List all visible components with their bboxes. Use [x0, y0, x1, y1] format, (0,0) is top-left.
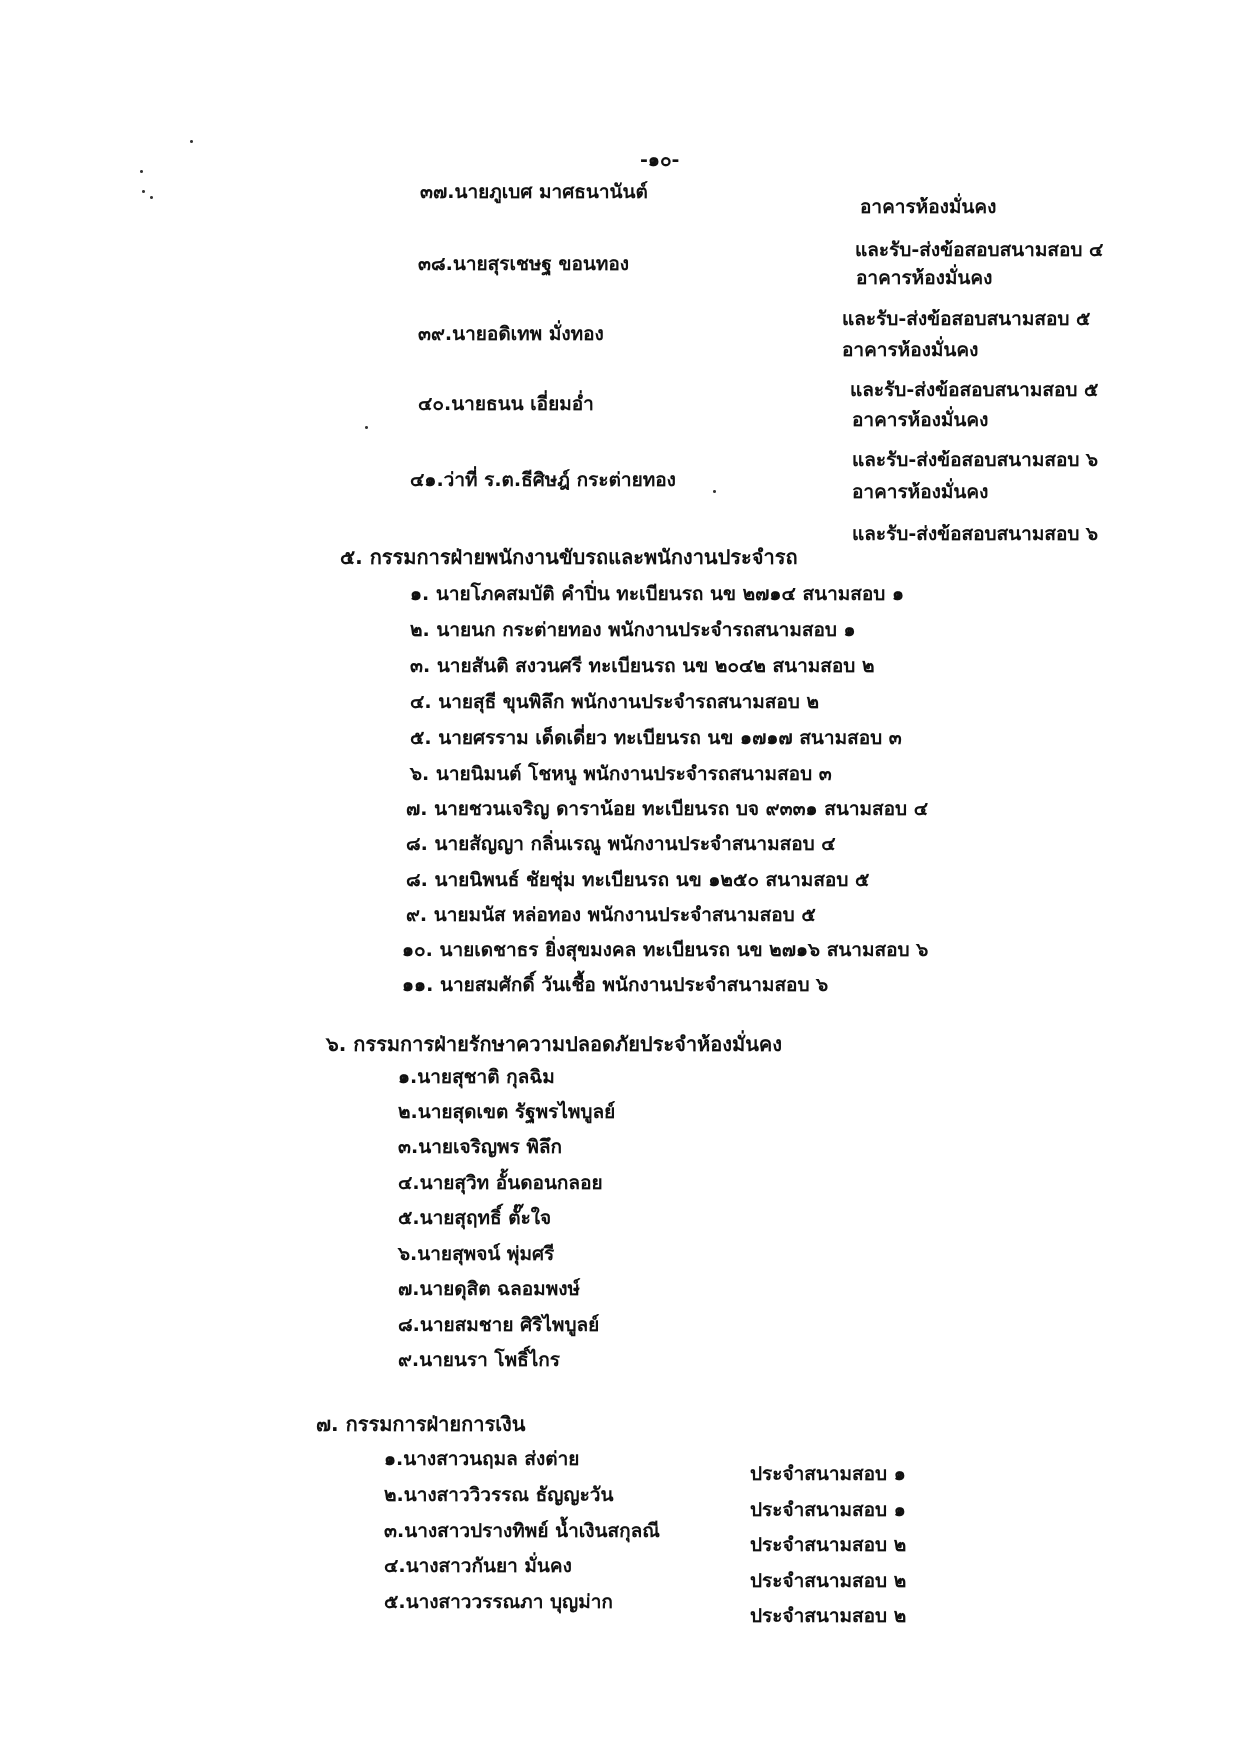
- scan-speck: [190, 140, 193, 143]
- list-item: ๙. นายมนัส หล่อทอง พนักงานประจำสนามสอบ ๕: [406, 904, 816, 926]
- scan-speck: [150, 196, 153, 199]
- list-item-name: ๑.นางสาวนฤมล ส่งต่าย: [384, 1448, 580, 1470]
- list-item-duty: และรับ-ส่งข้อสอบสนามสอบ ๔: [855, 239, 1104, 261]
- list-item-duty: อาคารห้องมั่นคง: [852, 481, 989, 503]
- section-heading: ๖. กรรมการฝ่ายรักษาความปลอดภัยประจำห้องมั่นคง: [326, 1032, 783, 1056]
- list-item: ๖. นายนิมนต์ โชหนู พนักงานประจำรถสนามสอบ ๓: [410, 763, 832, 785]
- list-item-name: ๔๐.นายธนน เอี่ยมอ่ำ: [418, 393, 594, 415]
- list-item: ๒. นายนก กระต่ายทอง พนักงานประจำรถสนามสอบ ๑: [410, 619, 856, 641]
- list-item: ๓.นายเจริญพร พิลึก: [398, 1136, 563, 1158]
- list-item: ๑.นายสุชาติ กุลฉิม: [398, 1066, 555, 1088]
- list-item: ๑๐. นายเดชาธร ยิ่งสุขมงคล ทะเบียนรถ นข ๒๗๑๖ สนามสอบ ๖: [402, 939, 929, 961]
- list-item-duty: ประจำสนามสอบ ๑: [750, 1499, 906, 1521]
- list-item: ๗.นายดุสิต ฉลอมพงษ์: [398, 1278, 581, 1300]
- list-item-duty: ประจำสนามสอบ ๒: [750, 1534, 907, 1556]
- scan-speck: [140, 170, 143, 173]
- page-number: -๑๐-: [640, 149, 680, 171]
- list-item: ๑. นายโภคสมบัติ คำปิ่น ทะเบียนรถ นข ๒๗๑๔ สนามสอบ ๑: [410, 583, 905, 605]
- list-item-duty: และรับ-ส่งข้อสอบสนามสอบ ๖: [852, 449, 1099, 471]
- list-item-duty: ประจำสนามสอบ ๑: [750, 1463, 906, 1485]
- scan-speck: [365, 426, 368, 429]
- list-item: ๙.นายนรา โพธิ์ไกร: [398, 1349, 560, 1371]
- list-item-duty: อาคารห้องมั่นคง: [860, 196, 997, 218]
- list-item-duty: อาคารห้องมั่นคง: [842, 339, 979, 361]
- list-item-duty: อาคารห้องมั่นคง: [852, 409, 989, 431]
- section-heading: ๕. กรรมการฝ่ายพนักงานขับรถและพนักงานประจำรถ: [340, 545, 798, 569]
- list-item-name: ๓๙.นายอดิเทพ มั่งทอง: [418, 323, 604, 345]
- list-item: ๖.นายสุพจน์ พุ่มศรี: [398, 1243, 555, 1265]
- list-item: ๓. นายสันติ สงวนศรี ทะเบียนรถ นข ๒๐๔๒ สนามสอบ ๒: [410, 655, 875, 677]
- list-item: ๔.นายสุวิท อั้นดอนกลอย: [398, 1172, 603, 1194]
- list-item-name: ๓.นางสาวปรางทิพย์ น้ำเงินสกุลณี: [384, 1520, 660, 1542]
- list-item: ๑๑. นายสมศักดิ์ วันเชื้อ พนักงานประจำสนามสอบ ๖: [402, 974, 829, 996]
- list-item: ๗. นายชวนเจริญ ดาราน้อย ทะเบียนรถ บจ ๙๓๓๑ สนามสอบ ๔: [406, 798, 929, 820]
- list-item-duty: อาคารห้องมั่นคง: [856, 267, 993, 289]
- list-item: ๕.นายสุฤทธิ์ ตั๊ะใจ: [398, 1207, 552, 1229]
- list-item: ๔. นายสุธี ขุนพิลึก พนักงานประจำรถสนามสอบ ๒: [410, 691, 819, 713]
- list-item-duty: ประจำสนามสอบ ๒: [750, 1605, 907, 1627]
- list-item-duty: และรับ-ส่งข้อสอบสนามสอบ ๕: [842, 308, 1091, 330]
- list-item: ๘. นายนิพนธ์ ชัยชุ่ม ทะเบียนรถ นข ๑๒๕๐ สนามสอบ ๕: [406, 869, 870, 891]
- list-item: ๕. นายศรราม เด็ดเดี่ยว ทะเบียนรถ นข ๑๗๑๗ สนามสอบ ๓: [410, 727, 902, 749]
- list-item-duty: และรับ-ส่งข้อสอบสนามสอบ ๕: [850, 379, 1099, 401]
- list-item-name: ๔.นางสาวกันยา มั่นคง: [384, 1555, 572, 1577]
- list-item-name: ๒.นางสาววิวรรณ ธัญญะวัน: [384, 1484, 614, 1506]
- list-item-name: ๔๑.ว่าที่ ร.ต.ธีศิษฎ์ กระต่ายทอง: [410, 469, 676, 491]
- section-heading: ๗. กรรมการฝ่ายการเงิน: [316, 1412, 526, 1436]
- list-item-name: ๓๘.นายสุรเชษฐ ขอนทอง: [418, 253, 630, 275]
- list-item-duty: และรับ-ส่งข้อสอบสนามสอบ ๖: [852, 523, 1099, 545]
- list-item-name: ๓๗.นายภูเบศ มาศธนานันต์: [420, 181, 648, 203]
- list-item-duty: ประจำสนามสอบ ๒: [750, 1570, 907, 1592]
- list-item: ๒.นายสุดเขต รัฐพรไพบูลย์: [398, 1101, 616, 1123]
- list-item: ๘.นายสมชาย ศิริไพบูลย์: [398, 1314, 600, 1336]
- list-item-name: ๕.นางสาววรรณภา บุญม่าก: [384, 1591, 613, 1613]
- scan-speck: [142, 190, 145, 193]
- scan-speck: [713, 490, 716, 493]
- list-item: ๘. นายสัญญา กลิ่นเรณู พนักงานประจำสนามสอบ ๔: [406, 833, 836, 855]
